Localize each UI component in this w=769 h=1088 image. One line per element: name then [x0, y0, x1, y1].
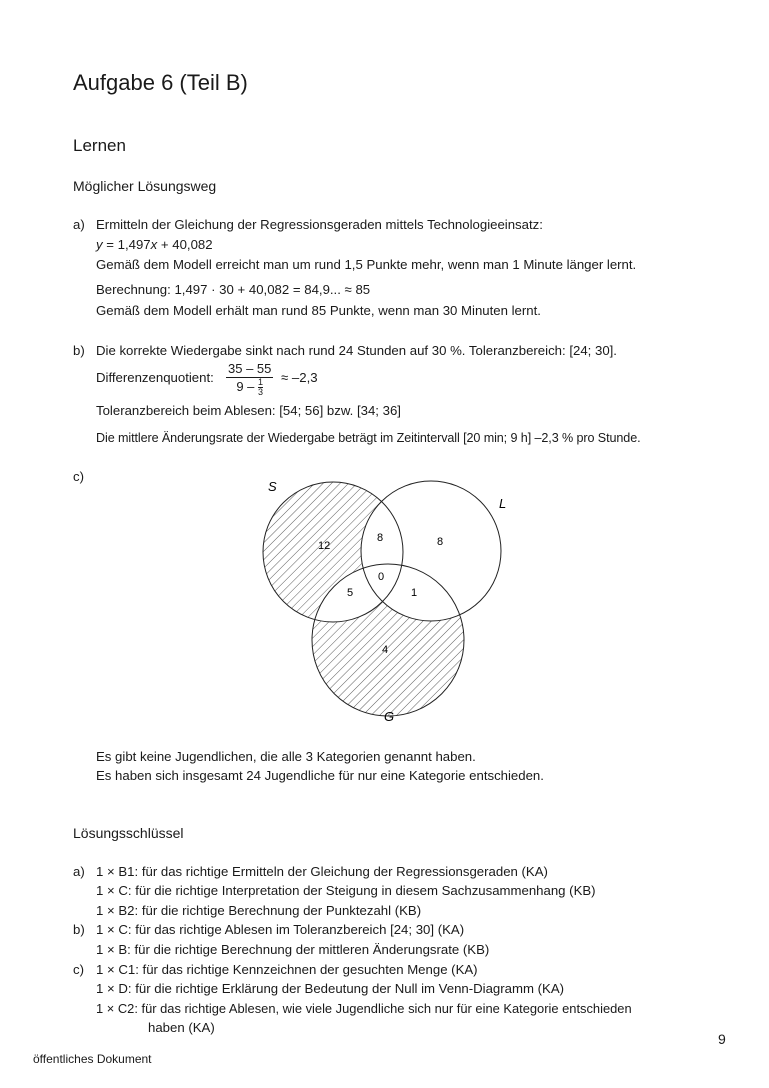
part-b-line1: Die korrekte Wiedergabe sinkt nach rund 24 Stunden auf 30 %. Toleranzbereich: [24; 30]. — [96, 343, 617, 358]
key-a1: 1 × B1: für das richtige Ermitteln der Gleichung der Regressionsgeraden (KA) — [96, 864, 548, 879]
part-b-dq-label: Differenzenquotient: — [96, 370, 214, 385]
key-a3: 1 × B2: für die richtige Berechnung der Punktezahl (KB) — [96, 903, 422, 918]
venn-count-s-l: 8 — [377, 532, 384, 544]
key-b2: 1 × B: für die richtige Berechnung der mittleren Änderungsrate (KB) — [96, 942, 490, 957]
part-b-marker: b) — [73, 343, 85, 358]
fraction-denominator: 9 – $\frac{1}{3}$ — [236, 377, 264, 397]
part-c-marker: c) — [73, 469, 84, 484]
venn-count-center: 0 — [378, 571, 385, 583]
part-c-line2: Es haben sich insgesamt 24 Jugendliche für nur eine Kategorie entschieden. — [96, 768, 544, 783]
key-c1: 1 × C1: für das richtige Kennzeichnen der gesuchten Menge (KA) — [96, 962, 478, 977]
venn-count-l-g: 1 — [411, 587, 418, 599]
key-a-marker: a) — [73, 864, 85, 879]
part-a-line3: Gemäß dem Modell erreicht man um rund 1,5 Punkte mehr, wenn man 1 Minute länger lernt. — [96, 257, 637, 272]
solution-heading: Möglicher Lösungsweg — [73, 178, 217, 194]
venn-count-s-only: 12 — [318, 540, 331, 552]
key-b-marker: b) — [73, 922, 85, 937]
fraction-numerator: 35 – 55 — [228, 361, 272, 376]
key-c-marker: c) — [73, 962, 84, 977]
venn-label-s: S — [268, 479, 277, 494]
part-b-line3: Toleranzbereich beim Ablesen: [54; 56] bzw. [34; 36] — [96, 403, 401, 418]
venn-label-g: G — [384, 709, 395, 724]
key-c3: 1 × C2: für das richtige Ablesen, wie viele Jugendliche sich nur für eine Kategorie entschieden — [96, 1001, 632, 1016]
part-b-line4: Die mittlere Änderungsrate der Wiedergabe beträgt im Zeitintervall [20 min; 9 h] –2,3 % pro Stunde. — [96, 431, 641, 445]
venn-count-g-only: 4 — [382, 644, 389, 656]
key-a2: 1 × C: für die richtige Interpretation der Steigung in diesem Sachzusammenhang (KB) — [96, 883, 596, 898]
key-c3-continued: haben (KA) — [148, 1020, 215, 1035]
key-heading: Lösungsschlüssel — [73, 825, 184, 841]
part-c-line1: Es gibt keine Jugendlichen, die alle 3 Kategorien genannt haben. — [96, 749, 476, 764]
page-title: Aufgabe 6 (Teil B) — [73, 70, 248, 95]
section-heading: Lernen — [73, 136, 126, 155]
venn-count-s-g: 5 — [347, 587, 354, 599]
part-a-equation: y = 1,497x + 40,082 — [96, 237, 213, 252]
venn-count-l-only: 8 — [437, 536, 444, 548]
part-a-marker: a) — [73, 217, 85, 232]
page-number: 9 — [718, 1031, 726, 1047]
part-a-line1: Ermitteln der Gleichung der Regressionsgeraden mittels Technologieeinsatz: — [96, 217, 543, 232]
part-b-dq-result: ≈ –2,3 — [281, 370, 318, 385]
key-b1: 1 × C: für das richtige Ablesen im Toleranzbereich [24; 30] (KA) — [96, 922, 465, 937]
part-a-line5: Gemäß dem Modell erhält man rund 85 Punkte, wenn man 30 Minuten lernt. — [96, 303, 541, 318]
part-a-line4: Berechnung: 1,497 · 30 + 40,082 = 84,9... ≈ 85 — [96, 282, 371, 297]
venn-diagram — [255, 472, 525, 732]
key-c2: 1 × D: für die richtige Erklärung der Bedeutung der Null im Venn-Diagramm (KA) — [96, 981, 565, 996]
part-b-fraction — [226, 361, 273, 397]
venn-label-l: L — [499, 496, 507, 511]
footer-text: öffentliches Dokument — [33, 1052, 152, 1066]
